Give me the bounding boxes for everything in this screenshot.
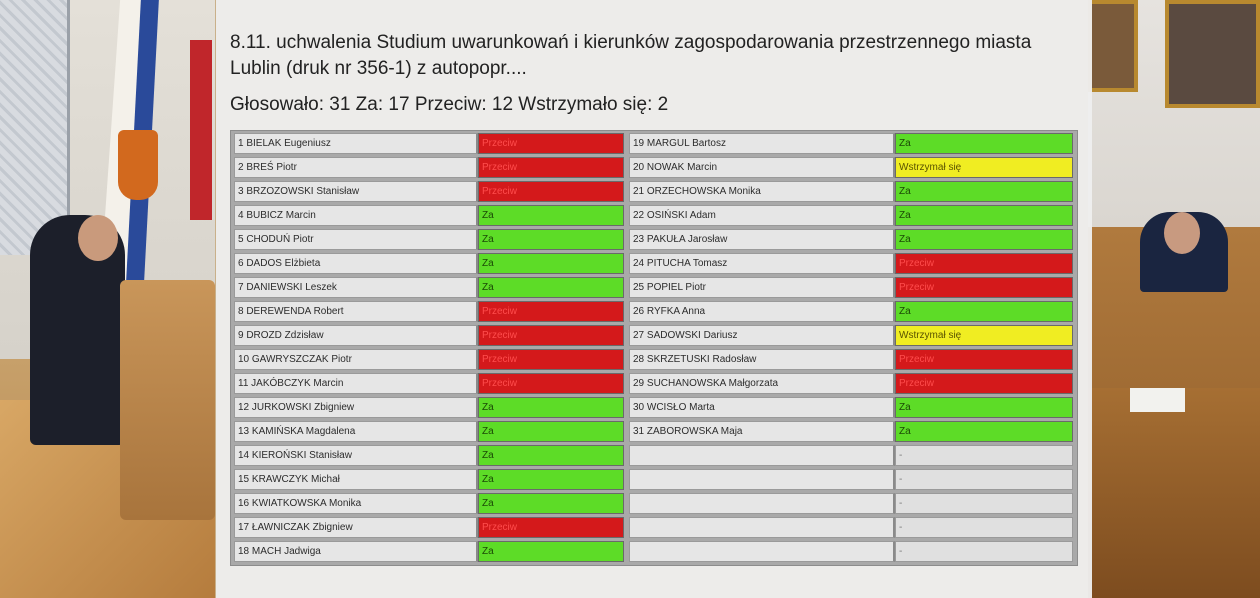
vote-cell: Przeciw: [895, 373, 1073, 394]
councillor-name: [629, 445, 895, 466]
vote-cell: Przeciw: [478, 133, 624, 154]
table-row: [234, 253, 624, 274]
table-row: [629, 517, 1073, 538]
table-row: [629, 397, 1073, 418]
table-row: [234, 517, 624, 538]
councillor-name: 12 JURKOWSKI Zbigniew: [234, 397, 478, 418]
vote-cell: Przeciw: [478, 301, 624, 322]
vote-cell: Za: [478, 277, 624, 298]
councillor-name: 31 ZABOROWSKA Maja: [629, 421, 895, 442]
vote-cell: Przeciw: [478, 373, 624, 394]
vote-cell: Przeciw: [478, 181, 624, 202]
councillor-name: 18 MACH Jadwiga: [234, 541, 478, 562]
councillor-name: 14 KIEROŃSKI Stanisław: [234, 445, 478, 466]
table-row: [234, 445, 624, 466]
portrait-painting: [1165, 0, 1260, 108]
vote-cell: -: [895, 517, 1073, 538]
councillor-name: 5 CHODUŃ Piotr: [234, 229, 478, 250]
vote-cell: Przeciw: [478, 325, 624, 346]
table-row: [629, 133, 1073, 154]
city-crest: [118, 130, 158, 200]
vote-cell: Za: [478, 469, 624, 490]
seated-person-head: [78, 215, 118, 261]
vote-cell: Za: [478, 397, 624, 418]
table-row: [234, 277, 624, 298]
councillor-name: 4 BUBICZ Marcin: [234, 205, 478, 226]
table-row: [629, 349, 1073, 370]
councillor-name: 21 ORZECHOWSKA Monika: [629, 181, 895, 202]
table-row: [629, 181, 1073, 202]
vote-cell: Za: [478, 253, 624, 274]
vote-cell: Za: [478, 421, 624, 442]
vote-cell: -: [895, 541, 1073, 562]
voting-results-panel: [216, 0, 1092, 598]
table-row: [629, 277, 1073, 298]
table-row: [234, 397, 624, 418]
vote-cell: Przeciw: [478, 157, 624, 178]
councillor-name: 6 DADOS Elżbieta: [234, 253, 478, 274]
table-row: [234, 349, 624, 370]
councillor-name: 23 PAKUŁA Jarosław: [629, 229, 895, 250]
table-row: [234, 373, 624, 394]
vote-cell: Za: [478, 229, 624, 250]
vote-cell: Za: [895, 301, 1073, 322]
table-row: [234, 157, 624, 178]
councillor-name: [629, 469, 895, 490]
vote-cell: Za: [895, 229, 1073, 250]
vote-summary: Głosowało: 31 Za: 17 Przeciw: 12 Wstrzymało się: 2: [230, 94, 669, 115]
vote-cell: Za: [478, 445, 624, 466]
vote-cell: Przeciw: [478, 517, 624, 538]
councillor-name: 29 SUCHANOWSKA Małgorzata: [629, 373, 895, 394]
councillor-name: 27 SADOWSKI Dariusz: [629, 325, 895, 346]
vote-cell: -: [895, 469, 1073, 490]
councillor-name: 22 OSIŃSKI Adam: [629, 205, 895, 226]
table-row: [629, 469, 1073, 490]
councillor-name: 24 PITUCHA Tomasz: [629, 253, 895, 274]
councillor-name: 8 DEREWENDA Robert: [234, 301, 478, 322]
councillor-name: 15 KRAWCZYK Michał: [234, 469, 478, 490]
vote-cell: Za: [895, 397, 1073, 418]
councillor-name: 2 BREŚ Piotr: [234, 157, 478, 178]
table-row: [629, 301, 1073, 322]
councillor-name: 20 NOWAK Marcin: [629, 157, 895, 178]
table-row: [629, 493, 1073, 514]
councillor-name: 30 WCISŁO Marta: [629, 397, 895, 418]
councillor-name: 1 BIELAK Eugeniusz: [234, 133, 478, 154]
vote-cell: Przeciw: [895, 349, 1073, 370]
table-row: [234, 181, 624, 202]
vote-cell: Za: [895, 181, 1073, 202]
nameplate: [1130, 388, 1185, 412]
councillor-name: 9 DROZD Zdzisław: [234, 325, 478, 346]
councillor-name: 25 POPIEL Piotr: [629, 277, 895, 298]
table-row: [234, 469, 624, 490]
councillor-name: 13 KAMIŃSKA Magdalena: [234, 421, 478, 442]
table-row: [629, 157, 1073, 178]
podium: [120, 280, 215, 520]
table-row: [629, 541, 1073, 562]
vote-cell: Wstrzymał się: [895, 157, 1073, 178]
portrait-painting: [1088, 0, 1138, 92]
vote-cell: Wstrzymał się: [895, 325, 1073, 346]
vote-cell: Za: [895, 133, 1073, 154]
table-row: [629, 373, 1073, 394]
councillor-name: 16 KWIATKOWSKA Monika: [234, 493, 478, 514]
vote-cell: Za: [478, 493, 624, 514]
table-row: [629, 445, 1073, 466]
table-row: [234, 325, 624, 346]
table-row: [234, 301, 624, 322]
voting-results-table: [230, 130, 1078, 566]
council-desk: [1088, 388, 1260, 598]
table-row: [629, 253, 1073, 274]
vote-cell: -: [895, 445, 1073, 466]
councillor-name: 10 GAWRYSZCZAK Piotr: [234, 349, 478, 370]
councillor-name: [629, 517, 895, 538]
table-row: [234, 133, 624, 154]
councillor-name: [629, 541, 895, 562]
councillor-name: 7 DANIEWSKI Leszek: [234, 277, 478, 298]
vote-cell: Przeciw: [895, 253, 1073, 274]
table-row: [629, 421, 1073, 442]
agenda-item-title: 8.11. uchwalenia Studium uwarunkowań i kierunków zagospodarowania przestrzennego miasta Lublin (druk nr 356-1) z autopopr....: [230, 32, 1032, 79]
vote-cell: Przeciw: [478, 349, 624, 370]
flag-red: [190, 40, 212, 220]
councillor-name: 26 RYFKA Anna: [629, 301, 895, 322]
vote-cell: Za: [478, 541, 624, 562]
vote-cell: -: [895, 493, 1073, 514]
table-row: [234, 205, 624, 226]
table-row: [629, 205, 1073, 226]
vote-cell: Za: [895, 421, 1073, 442]
councillor-head: [1164, 212, 1200, 254]
table-row: [629, 229, 1073, 250]
table-row: [629, 325, 1073, 346]
councillor-name: 3 BRZOZOWSKI Stanisław: [234, 181, 478, 202]
councillor-name: 19 MARGUL Bartosz: [629, 133, 895, 154]
table-row: [234, 229, 624, 250]
table-row: [234, 421, 624, 442]
table-row: [234, 493, 624, 514]
councillor-name: 28 SKRZETUSKI Radosław: [629, 349, 895, 370]
councillor-name: 17 ŁAWNICZAK Zbigniew: [234, 517, 478, 538]
vote-cell: Przeciw: [895, 277, 1073, 298]
vote-cell: Za: [478, 205, 624, 226]
councillor-name: 11 JAKÓBCZYK Marcin: [234, 373, 478, 394]
table-row: [234, 541, 624, 562]
councillor-name: [629, 493, 895, 514]
vote-cell: Za: [895, 205, 1073, 226]
